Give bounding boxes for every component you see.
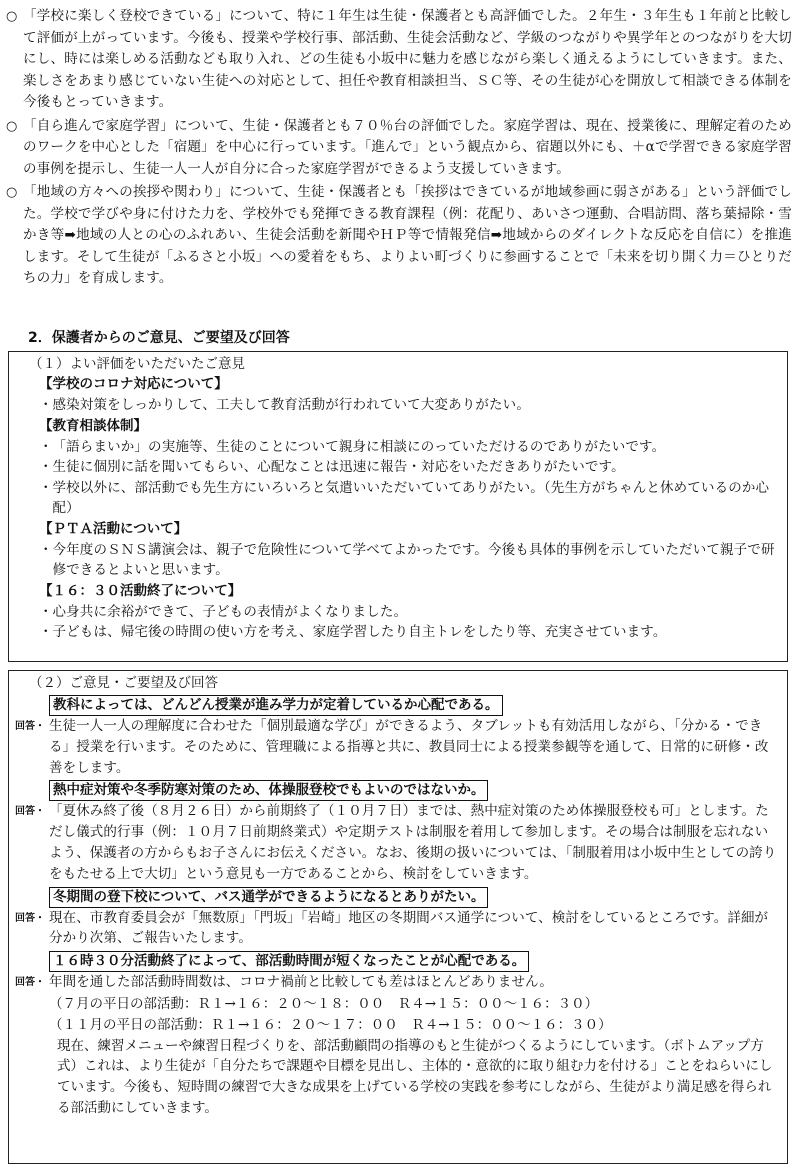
box-title: （１）よい評価をいただいたご意見 [29,356,245,372]
list-item [39,540,777,581]
answer-block [15,972,777,994]
answer-label: 回答・ [15,977,45,989]
box-title: （２）ご意見・ご要望及び回答 [29,675,218,691]
answer-block [15,908,777,950]
category-heading: 【ＰＴＡ活動について】 [39,520,188,537]
evaluation-item [6,182,792,290]
bullet: ・ [39,541,53,558]
list-item [39,478,777,519]
request-question: 熱中症対策や冬季防寒対策のため、体操服登校でもよいのではないか。 [49,780,488,801]
answer-text: 生徒一人一人の理解度に合わせた「個別最適な学び」ができるよう、タブレットも有効活用しながら、「分かる・できる」授業を行います。そのために、管理職による指導と共に、教員同士による授業参観等を通して、日常的に研修・改善をします。 [49,718,769,776]
answer-closing: 現在、練習メニューや練習日程づくりを、部活動顧問の指導のもと生徒がつくるようにしています。（ボトムアップ方式）これは、より生徒が「自分たちで課題や目標を見出し、主体的・意欲的に取り組む力を付ける」ことをねらいにしています。今後も、短時間の練習で大きな成果を上げている学校の実践を参考にしながら、生徒がより満足感を得られる部活動にしていきます。 [57,1037,773,1116]
bullet: ・ [39,603,53,620]
circle-mark: ○ [6,118,18,134]
bullet: ・ [39,397,53,413]
answer-text: 年間を通した部活動時間数は、コロナ禍前と比較しても差はほとんどありません。 [49,974,554,991]
answer-label: 回答・ [15,806,45,818]
evaluation-item [6,6,792,114]
answer-label: 回答・ [15,912,45,924]
feedback-text: 子どもは、帰宅後の時間の使い方を考え、家庭学習したり自主トレをしたり等、充実させています。 [52,624,667,640]
answer-block [15,716,777,778]
evaluation-text: 「自ら進んで家庭学習」について、生徒・保護者とも７０％台の評価でした。家庭学習は、現在、授業後に、理解定着のためのワークを中心とした「宿題」を中心に行っています。「進んで」という観点から、宿題以外にも、＋αで学習できる家庭学習の事例を提示し、生徒一人一人が自分に合った家庭学習ができるよう支援していきます。 [23,117,792,177]
category-heading: 【１６：３０活動終了について】 [39,582,242,599]
feedback-text: 「語らまいか」の実施等、生徒のことについて親身に相談にのっていただけるのでありがたいです。 [52,438,666,455]
list-item [39,457,777,478]
requests-box [8,670,788,1164]
list-item [39,395,777,416]
bullet: ・ [39,438,53,455]
evaluation-summary [6,6,792,292]
evaluation-text: 「地域の方々への挨拶や関わり」について、生徒・保護者とも「挨拶はできているが地域参画に弱さがある」という評価でした。学校で学びや身に付けた力を、学校外でも発揮できる教育課程（例：花配り、あいさつ運動、合唱訪問、落ち葉掃除・雪かき等➡地域の人との心のふれあい、生徒会活動を新聞やＨＰ等で情報発信➡地域からのダイレクトな反応を自信に）を推進します。そして生徒が「ふるさと小坂」への愛着をもち、よりよい町づくりに参画することで「未来を切り開く力＝ひとりだちの力」を育成します。 [23,184,792,286]
bullet: ・ [39,459,53,475]
bullet: ・ [39,624,53,640]
answer-text: 「夏休み終了後（８月２６日）から前期終了（１０月７日）までは、熱中症対策のため体操服登校も可」とします。ただし儀式的行事（例：１０月７日前期終業式）や定期テストは制服を着用して参加します。その場合は制服を忘れないよう、保護者の方からもお子さんにお伝えください。なお、後期の扱いについては、「制服着用は小坂中生としての誇りをもたせる上で大切」という意見も一方であることから、検討をしていきます。 [49,803,777,882]
feedback-text: 感染対策をしっかりして、工夫して教育活動が行われていて大変ありがたい。 [52,397,530,413]
list-item [39,437,777,458]
feedback-text: 生徒に個別に話を聞いてもらい、心配なことは迅速に報告・対応をいただきありがたいです。 [52,459,625,475]
feedback-text: 今年度のＳＮＳ講演会は、親子で危険性について学べてよかったです。今後も具体的事例を示していただいて親子で研修できるとよいと思います。 [52,541,775,578]
request-question: 冬期間の登下校について、バス通学ができるようになるとありがたい。 [49,887,488,908]
bullet: ・ [39,479,53,496]
list-item [39,602,777,623]
evaluation-item [6,116,792,181]
circle-mark: ○ [6,185,18,200]
schedule-line: （１１月の平日の部活動：Ｒ１→１６：２０～１７：００ Ｒ４→１５：００～１６：３０） [49,1016,612,1033]
answer-block [15,801,777,884]
evaluation-text: 「学校に楽しく登校できている」について、特に１年生は生徒・保護者とも高評価でした。２年生・３年生も１年前と比較して評価が上がっています。今後も、授業や学校行事、部活動、生徒会活動など、学級のつながりや異学年とのつながりを大切にし、時には楽しめる活動なども取り入れ、どの生徒も小坂中に魅力を感じながら楽しく通えるようにしていきます。また、楽しさをあまり感じていない生徒への対応として、担任や教育相談担当、ＳＣ等、その生徒が心を開放して相談できる体制を今後もとっていきます。 [23,8,792,110]
request-question: １６時３０分活動終了によって、部活動時間が短くなったことが心配である。 [49,951,529,972]
feedback-text: 学校以外に、部活動でも先生方にいろいろと気遣いいただいていてありがたい。（先生方がちゃんと休めているのか心配） [52,479,770,516]
schedule-line: （７月の平日の部活動：Ｒ１→１６：２０～１８：００ Ｒ４→１５：００～１６：３０） [49,995,599,1012]
category-heading: 【教育相談体制】 [39,417,147,434]
answer-text: 現在、市教育委員会が「無数原」「門坂」「岩崎」地区の冬期間バス通学について、検討をしているところです。詳細が分かり次第、ご報告いたします。 [49,909,769,947]
positive-feedback-box [8,351,788,662]
circle-mark: ○ [6,9,18,24]
category-heading: 【学校のコロナ対応について】 [39,376,228,392]
feedback-text: 心身共に余裕ができて、子どもの表情がよくなりました。 [52,603,408,620]
list-item [39,622,777,643]
answer-label: 回答・ [15,721,45,732]
request-question: 教科によっては、どんどん授業が進み学力が定着しているか心配である。 [49,695,503,716]
section-title: 2．保護者からのご意見、ご要望及び回答 [28,330,290,346]
